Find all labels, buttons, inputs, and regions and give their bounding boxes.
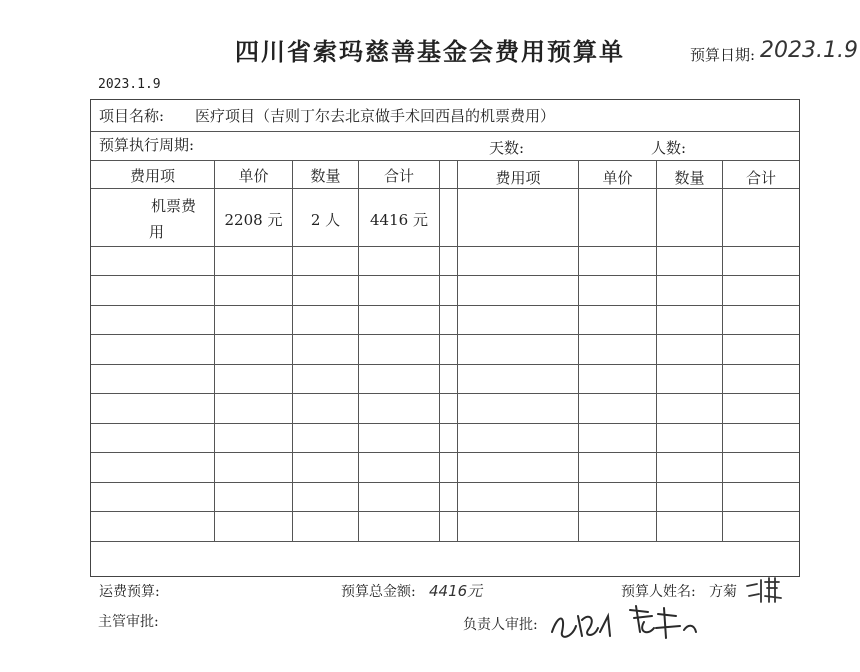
row1-total: 4416 元 <box>370 211 428 229</box>
header-item: 费用项 <box>129 167 175 185</box>
total-label: 预算总金额: <box>341 584 416 600</box>
budget-date-label: 预算日期: <box>690 46 756 64</box>
document-date: 2023.1.9 <box>98 77 161 92</box>
header-unit-price-right: 单价 <box>602 169 633 187</box>
preparer-label: 预算人姓名: <box>621 584 696 600</box>
header-quantity: 数量 <box>310 167 341 185</box>
row1-quantity: 2 人 <box>310 211 341 229</box>
responsible-approval-label: 负责人审批: <box>463 617 538 633</box>
period-label: 预算执行周期: <box>99 136 195 154</box>
total-value: 4416元 <box>429 582 483 600</box>
project-name-label: 项目名称: <box>99 107 165 125</box>
row1-item-line2: 用 <box>149 223 165 241</box>
project-name-value: 医疗项目（吉则丁尔去北京做手术回西昌的机票费用） <box>195 107 556 125</box>
header-unit-price: 单价 <box>238 167 269 185</box>
header-total-right: 合计 <box>745 169 776 187</box>
responsible-signature <box>548 602 708 652</box>
supervisor-approval-label: 主管审批: <box>98 614 159 630</box>
freight-label: 运费预算: <box>99 584 160 600</box>
people-label: 人数: <box>651 139 687 157</box>
header-item-right: 费用项 <box>495 169 541 187</box>
row1-item-line1: 机票费 <box>151 197 197 215</box>
preparer-name: 方菊 <box>709 584 737 600</box>
header-quantity-right: 数量 <box>674 169 705 187</box>
form-title: 四川省索玛慈善基金会费用预算单 <box>235 37 625 66</box>
row1-unit-price: 2208 元 <box>224 211 283 229</box>
budget-table-frame <box>90 99 800 600</box>
preparer-signature <box>745 576 783 608</box>
handwritten-date: 2023.1.9 <box>760 38 858 63</box>
days-label: 天数: <box>489 139 525 157</box>
header-total: 合计 <box>383 167 414 185</box>
